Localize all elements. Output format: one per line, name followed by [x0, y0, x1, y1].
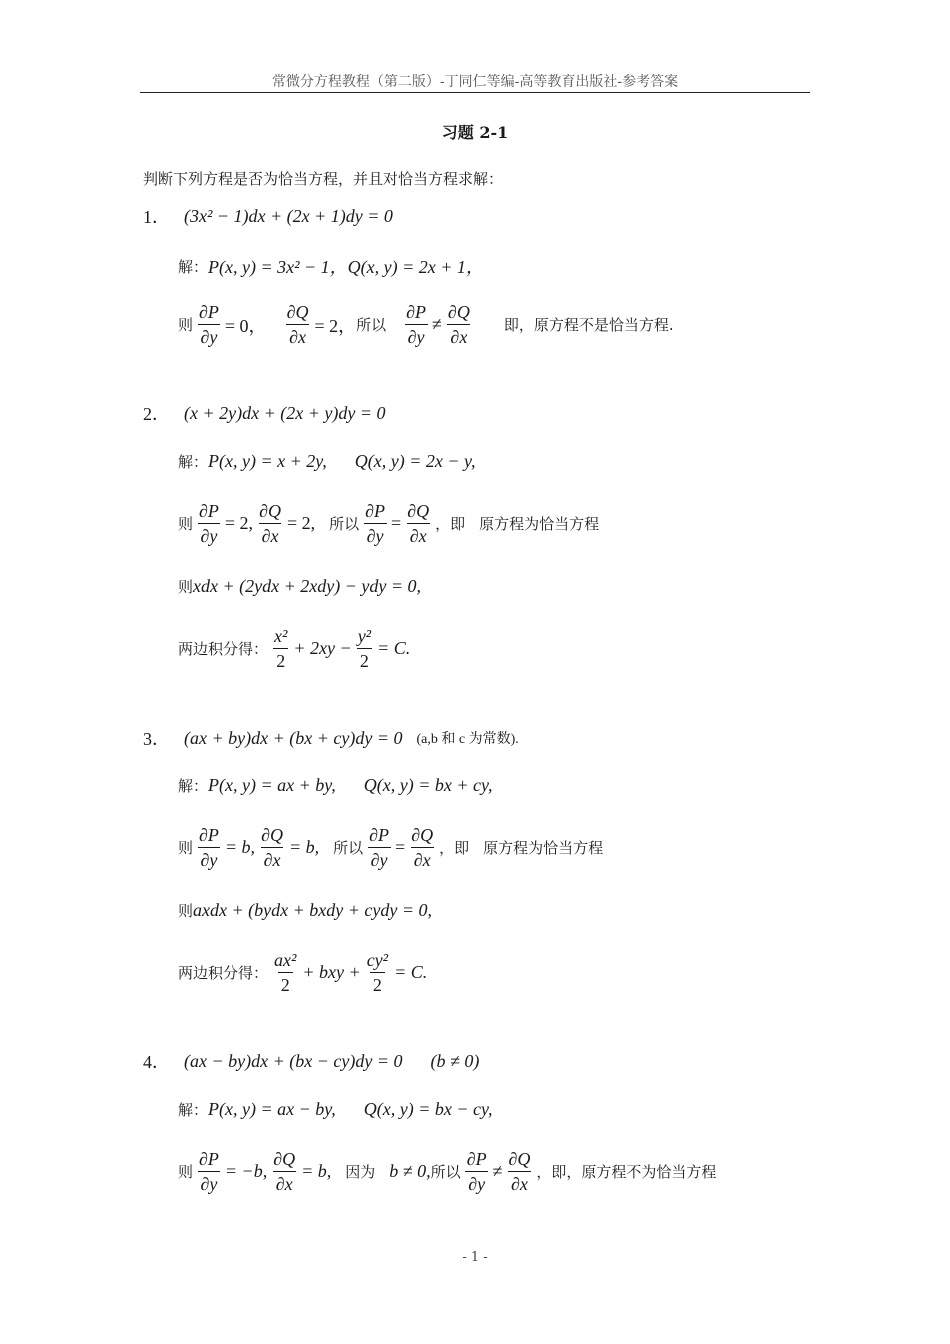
fraction-ax2-over-2: $\frac{\text{ax²}}{2}$ — [274, 950, 297, 995]
step-equation: xdx + (2ydx + 2xdy) − ydy = 0, — [193, 576, 422, 596]
fraction-dP-dy: $\frac{\partial P}{\partial y}$ — [199, 302, 219, 347]
problem-3-step — [178, 900, 432, 921]
problem-2-solution — [178, 451, 476, 472]
constant: = C. — [394, 962, 428, 982]
problem-1-statement — [143, 203, 393, 229]
then-label: 则 — [178, 902, 194, 920]
fraction-dP-dy: $\frac{\partial P}{\partial y}$ — [406, 302, 427, 347]
because-label: 因为 — [345, 1163, 376, 1181]
fraction-dQ-dx: $\frac{\partial Q}{\partial x}$ — [508, 1149, 531, 1194]
step-equation: axdx + (bydx + bxdy + cydy = 0, — [193, 900, 432, 920]
solution-label: 解： — [178, 257, 209, 276]
then-label: 则 — [178, 515, 194, 533]
therefore-label: 所以 — [329, 515, 360, 533]
fraction-dQ-dx: $\frac{\partial Q}{\partial x}$ — [447, 302, 470, 347]
condition: (b ≠ 0) — [430, 1050, 480, 1071]
fraction-dQ-dx: $\frac{\partial Q}{\partial x}$ — [407, 501, 430, 546]
therefore-label: 所以 — [430, 1163, 461, 1181]
problem-number: 3． — [143, 729, 170, 749]
that-is-label: 即 — [450, 515, 466, 533]
not-equal-sign: ≠ — [492, 1161, 503, 1181]
value: = 2， — [314, 315, 357, 336]
constant: = C. — [377, 638, 411, 658]
middle-term: + bxy + — [302, 962, 361, 982]
not-equal-sign: ≠ — [432, 314, 442, 334]
section-title: 习题 2-1 — [441, 123, 509, 142]
fraction-dP-dy: $\frac{\partial P}{\partial y}$ — [199, 1149, 219, 1194]
p-definition: P(x, y) = ax − by, — [208, 1099, 336, 1119]
conclusion: 原方程为恰当方程 — [483, 839, 604, 857]
value: = b, — [301, 1161, 332, 1181]
q-definition: Q(x, y) = 2x − y, — [354, 451, 476, 471]
conclusion: ，即，原方程不为恰当方程 — [536, 1163, 717, 1181]
q-definition: Q(x, y) = bx − cy, — [363, 1099, 493, 1119]
fraction-x2-over-2: $\frac{\text{x²}}{2}$ — [274, 626, 288, 671]
therefore-label: 所以 — [333, 839, 364, 857]
problem-2-statement — [143, 400, 386, 426]
header-rule — [140, 92, 810, 93]
integrate-label: 两边积分得： — [178, 964, 269, 982]
that-is-label: 即 — [454, 839, 470, 857]
fraction-dQ-dx: $\frac{\partial Q}{\partial x}$ — [411, 825, 434, 870]
fraction-dQ-dx: $\frac{\partial Q}{\partial x}$ — [261, 825, 283, 870]
solution-label: 解： — [178, 1101, 209, 1119]
integrate-label: 两边积分得： — [178, 640, 269, 658]
problem-number: 2． — [143, 404, 170, 424]
problem-number: 1． — [143, 207, 170, 227]
value: = 0， — [224, 315, 267, 336]
solution-label: 解： — [178, 453, 209, 471]
equal-sign: = — [395, 837, 406, 857]
therefore-label: 所以 — [356, 316, 387, 334]
problem-1-solution — [178, 253, 484, 279]
problem-4-derivatives — [178, 1149, 716, 1194]
equation: (3x² − 1)dx + (2x + 1)dy = 0 — [184, 205, 393, 226]
fraction-cy2-over-2: $\frac{\text{cy²}}{2}$ — [366, 950, 389, 995]
p-definition: P(x, y) = ax + by, — [208, 775, 336, 795]
value: = 2, — [286, 513, 316, 533]
equation: (x + 2y)dx + (2x + y)dy = 0 — [184, 402, 386, 423]
then-label: 则 — [178, 316, 194, 334]
p-definition: P(x, y) = 3x² − 1， — [208, 257, 348, 277]
fraction-dQ-dx: $\frac{\partial Q}{\partial x}$ — [286, 302, 309, 347]
problem-number: 4． — [143, 1052, 170, 1072]
problem-4-statement — [143, 1048, 479, 1074]
value: = 2, — [224, 513, 254, 533]
fraction-dQ-dx: $\frac{\partial Q}{\partial x}$ — [259, 501, 281, 546]
page-number: - 1 - — [462, 1250, 488, 1265]
fraction-dP-dy: $\frac{\partial P}{\partial y}$ — [369, 825, 390, 870]
problem-3-statement — [143, 725, 519, 751]
fraction-dP-dy: $\frac{\partial P}{\partial y}$ — [199, 825, 219, 870]
problem-3-solution — [178, 775, 493, 796]
value: = b, — [224, 837, 256, 857]
then-label: 则 — [178, 1163, 194, 1181]
fraction-dQ-dx: $\frac{\partial Q}{\partial x}$ — [273, 1149, 296, 1194]
equation: (ax − by)dx + (bx − cy)dy = 0 — [184, 1050, 403, 1071]
middle-term: + 2xy − — [293, 638, 352, 658]
solution-label: 解： — [178, 777, 209, 795]
then-label: 则 — [178, 839, 194, 857]
intro-text: 判断下列方程是否为恰当方程，并且对恰当方程求解： — [143, 170, 504, 188]
equal-sign: = — [391, 513, 402, 533]
fraction-dP-dy: $\frac{\partial P}{\partial y}$ — [365, 501, 386, 546]
problem-2-derivatives: 则 $\frac{\partial P}{\partial y}$ = 2, $\frac{\partial Q}{\partial x}$ = 2, 所以 $\frac{\partial P}{\partial y}$ = $\frac{\partial Q}{\partial x}$ ， 即 原方程为恰当方程 — [178, 501, 600, 546]
problem-4-solution — [178, 1099, 493, 1120]
fraction-dP-dy: $\frac{\partial P}{\partial y}$ — [199, 501, 219, 546]
conclusion: 即，原方程不是恰当方程. — [503, 316, 674, 334]
conclusion: 原方程为恰当方程 — [479, 515, 600, 533]
problem-1-derivatives — [178, 302, 674, 347]
q-definition: Q(x, y) = 2x + 1， — [347, 257, 484, 277]
fraction-y2-over-2: $\frac{\text{y²}}{2}$ — [357, 626, 372, 671]
value: = −b, — [224, 1161, 268, 1181]
q-definition: Q(x, y) = bx + cy, — [363, 775, 493, 795]
value: = b, — [288, 837, 320, 857]
constants-note: (a,b 和 c 为常数). — [416, 732, 519, 747]
problem-3-integral — [178, 950, 427, 995]
problem-3-derivatives: 则 $\frac{\partial P}{\partial y}$ = b, $\frac{\partial Q}{\partial x}$ = b, 所以 $\frac{\partial P}{\partial y}$ = $\frac{\partial Q}{\partial x}$ ， 即 原方程为恰当方程 — [178, 825, 604, 870]
p-definition: P(x, y) = x + 2y, — [208, 451, 327, 471]
problem-2-integral — [178, 626, 410, 671]
problem-2-step — [178, 576, 421, 597]
equation: (ax + by)dx + (bx + cy)dy = 0 — [184, 727, 403, 748]
b-not-zero: b ≠ 0, — [389, 1161, 431, 1181]
running-header: 常微分方程教程（第二版）-丁同仁等编-高等教育出版社-参考答案 — [271, 74, 679, 90]
then-label: 则 — [178, 578, 194, 596]
fraction-dP-dy: $\frac{\partial P}{\partial y}$ — [466, 1149, 487, 1194]
